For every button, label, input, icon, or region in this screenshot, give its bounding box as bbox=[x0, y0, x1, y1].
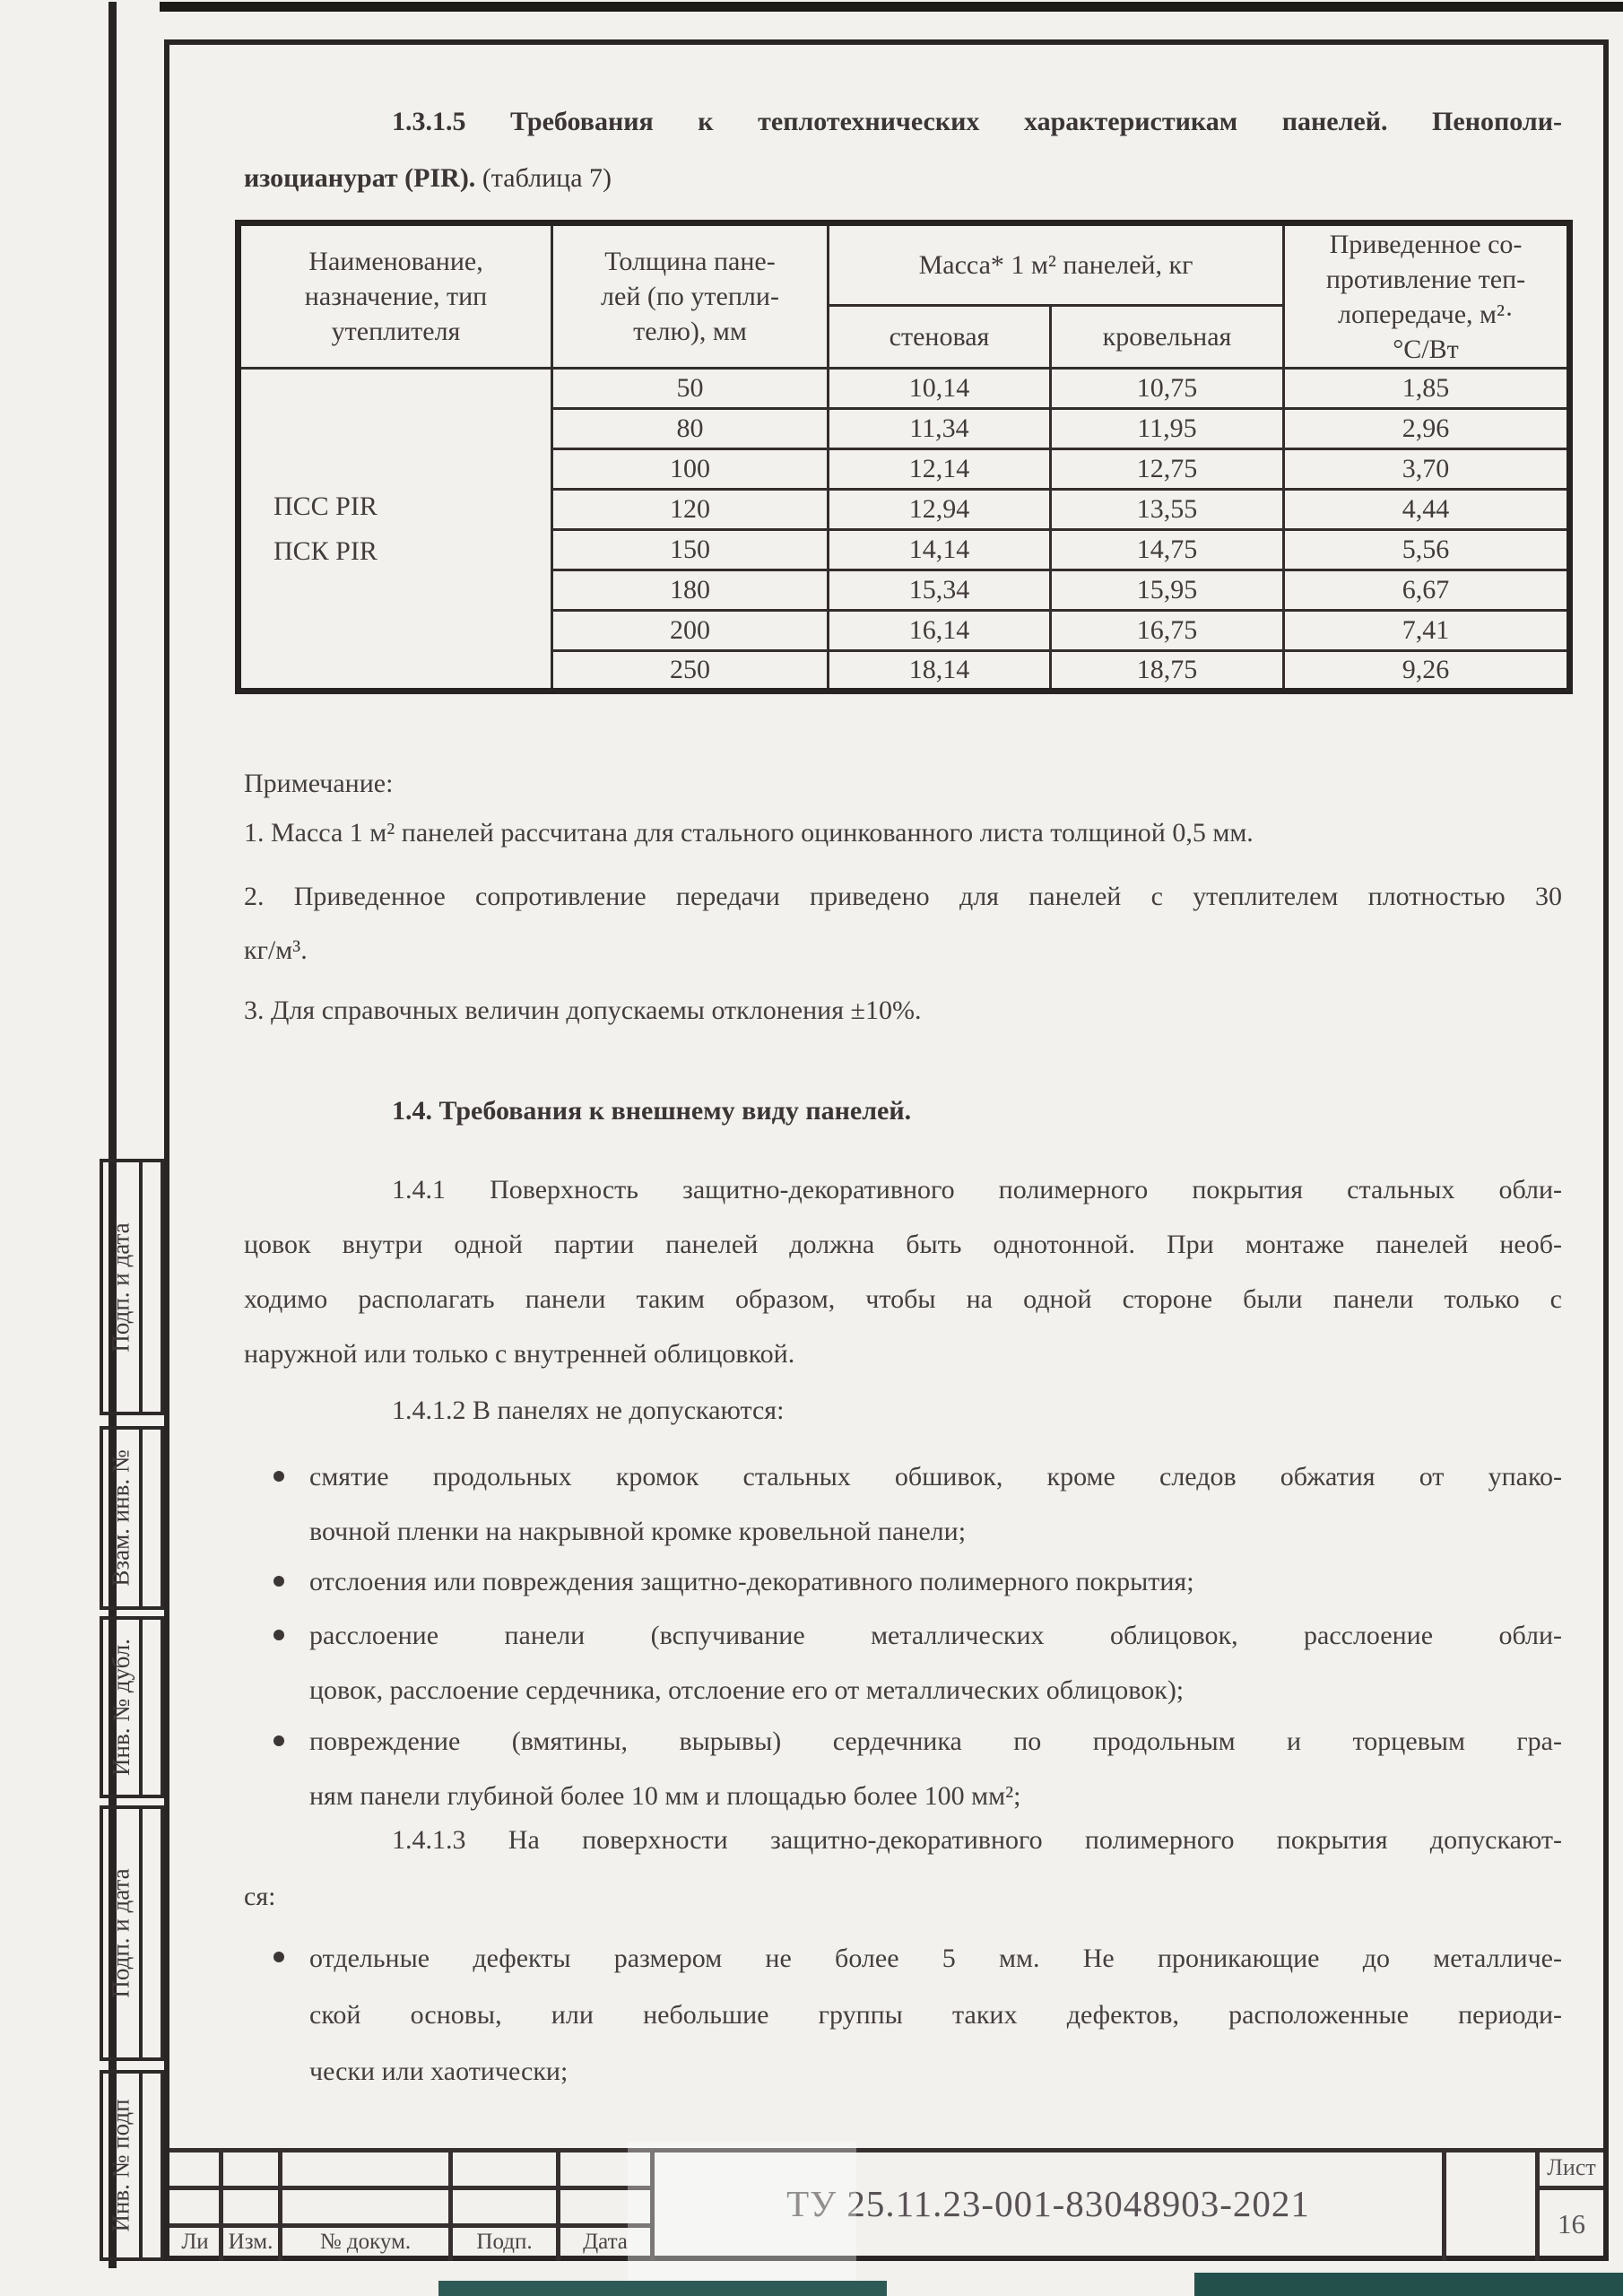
table-cell: 14,75 bbox=[1051, 530, 1284, 570]
title-block-col-li: Ли bbox=[181, 2230, 209, 2254]
heading-line-2: изоцианурат (PIR). (таблица 7) bbox=[244, 163, 612, 193]
title-block-line bbox=[169, 2186, 655, 2190]
doc-number: ТУ 25.11.23-001-83048903-2021 bbox=[786, 2183, 1310, 2224]
note-1: 1. Масса 1 м² панелей рассчитана для стального оцинкованного листа толщиной 0,5 мм. bbox=[244, 818, 1254, 848]
table-cell: 10,75 bbox=[1051, 369, 1284, 409]
table-cell: 7,41 bbox=[1284, 611, 1570, 651]
col-header-resistance: Приведенное со- противление теп- лопередаче, м²· °С/Вт bbox=[1284, 223, 1570, 369]
scan-edge-top bbox=[160, 2, 1623, 12]
scan-teal-strip-right bbox=[1194, 2273, 1623, 2296]
table-cell: 16,75 bbox=[1051, 611, 1284, 651]
col-header-mass: Масса* 1 м² панелей, кг bbox=[829, 223, 1284, 306]
table-cell: 2,96 bbox=[1284, 409, 1570, 449]
stamp-cell-empty bbox=[139, 1616, 164, 1798]
table-cell: 12,14 bbox=[829, 449, 1051, 490]
table-cell: 120 bbox=[552, 490, 829, 530]
table-cell: 10,14 bbox=[829, 369, 1051, 409]
paragraph-1-4-1-3: 1.4.1.3 На поверхности защитно-декоративного полимерного покрытия допускают- ся: bbox=[244, 1825, 1562, 1911]
col-header-roof: кровельная bbox=[1051, 306, 1284, 369]
paragraph-1-4-1-2: 1.4.1.2 В панелях не допускаются: bbox=[392, 1396, 785, 1425]
table-cell: 18,14 bbox=[829, 651, 1051, 691]
table-cell: 50 bbox=[552, 369, 829, 409]
table-cell: 5,56 bbox=[1284, 530, 1570, 570]
table-cell: 18,75 bbox=[1051, 651, 1284, 691]
stamp-cell-vzam-inv: Взам. инв. № bbox=[100, 1426, 143, 1610]
col-header-wall: стеновая bbox=[829, 306, 1051, 369]
stamp-cell-empty bbox=[139, 2070, 164, 2261]
bullet-icon bbox=[273, 1576, 284, 1587]
bullet-item-5: отдельные дефекты размером не более 5 мм. Не проникающие до металличе- ской основы, или небольшие группы таких дефектов, расположенные периоди- чески или хаотически; bbox=[273, 1930, 1562, 2100]
panel-type-cell: ПСС PIR ПСК PIR bbox=[239, 369, 552, 691]
table-cell: 180 bbox=[552, 570, 829, 611]
heading-line-1: 1.3.1.5 Требования к теплотехнических характеристикам панелей. Пенополи- bbox=[392, 107, 1562, 136]
table-cell: 4,44 bbox=[1284, 490, 1570, 530]
section-heading-1-3-1-5 bbox=[244, 93, 1562, 206]
table-cell: 12,94 bbox=[829, 490, 1051, 530]
table-cell: 12,75 bbox=[1051, 449, 1284, 490]
table-cell: 9,26 bbox=[1284, 651, 1570, 691]
bullet-item-1: смятие продольных кромок стальных обшивок, кроме следов обжатия от упако- вочной пленки на накрывной кромке кровельной панели; bbox=[273, 1449, 1562, 1559]
stamp-cell-empty bbox=[139, 1426, 164, 1610]
bullet-icon bbox=[273, 1630, 284, 1640]
bullet-icon bbox=[273, 1735, 284, 1746]
title-block-col-data: Дата bbox=[583, 2230, 628, 2254]
table-cell: 1,85 bbox=[1284, 369, 1570, 409]
col-header-name: Наименование, назначение, тип утеплителя bbox=[239, 223, 552, 369]
table-cell: 13,55 bbox=[1051, 490, 1284, 530]
table-cell: 100 bbox=[552, 449, 829, 490]
table-cell: 15,34 bbox=[829, 570, 1051, 611]
title-block-line bbox=[169, 2148, 1603, 2152]
stamp-cell-podp-i-data-1: Подп. и дата bbox=[100, 1159, 143, 1415]
table-cell: 11,95 bbox=[1051, 409, 1284, 449]
stamp-cell-empty bbox=[139, 1159, 164, 1415]
title-block-col-podp: Подп. bbox=[476, 2230, 533, 2254]
stamp-cell-empty bbox=[139, 1805, 164, 2061]
thermal-spec-table bbox=[235, 220, 1573, 694]
bullet-icon bbox=[273, 1471, 284, 1482]
bullet-item-2: отслоения или повреждения защитно-декоративного полимерного покрытия; bbox=[273, 1554, 1562, 1609]
scan-teal-strip-left bbox=[438, 2281, 887, 2296]
sheet-number: 16 bbox=[1558, 2208, 1585, 2239]
paragraph-1-4-1: 1.4.1 Поверхность защитно-декоративного полимерного покрытия стальных обли- цовок внутри одной партии панелей должна быть однотонной. При монтаже панелей необ- ходимо располагать панели таким образом, чтобы на одной стороне были панели только с наружной или только с внутренней облицовкой. bbox=[244, 1175, 1562, 1369]
bullet-icon bbox=[273, 1952, 284, 1962]
bullet-item-3: расслоение панели (вспучивание металлических облицовок, расслоение обли- цовок, расслоение сердечника, отслоение его от металлических облицовок); bbox=[273, 1608, 1562, 1718]
stamp-cell-inv-dubl: Инв. № дубл. bbox=[100, 1616, 143, 1798]
table-cell: 80 bbox=[552, 409, 829, 449]
table-cell: 200 bbox=[552, 611, 829, 651]
sheet-label: Лист bbox=[1547, 2154, 1596, 2180]
stamp-cell-inv-podp: Инв. № подп bbox=[100, 2070, 143, 2261]
table-cell: 11,34 bbox=[829, 409, 1051, 449]
table-cell: 6,67 bbox=[1284, 570, 1570, 611]
title-block-line bbox=[1442, 2148, 1446, 2261]
section-heading-1-4: 1.4. Требования к внешнему виду панелей. bbox=[392, 1096, 912, 1126]
scan-light-band bbox=[628, 2142, 856, 2294]
notes-title: Примечание: bbox=[244, 769, 394, 798]
table-cell: 150 bbox=[552, 530, 829, 570]
title-block-col-izm: Изм. bbox=[228, 2230, 273, 2254]
title-block-col-dokum: № докум. bbox=[319, 2230, 412, 2254]
bullet-item-4: повреждение (вмятины, вырывы) сердечника по продольным и торцевым гра- ням панели глубиной более 10 мм и площадью более 100 мм²; bbox=[273, 1714, 1562, 1823]
table-cell: 15,95 bbox=[1051, 570, 1284, 611]
table-cell: 16,14 bbox=[829, 611, 1051, 651]
table-cell: 250 bbox=[552, 651, 829, 691]
note-2: 2. Приведенное сопротивление передачи приведено для панелей с утеплителем плотностью 30 кг/м³. bbox=[244, 882, 1562, 965]
stamp-cell-podp-i-data-2: Подп. и дата bbox=[100, 1805, 143, 2061]
title-block-line bbox=[169, 2223, 655, 2228]
title-block-line bbox=[1535, 2186, 1603, 2190]
note-3: 3. Для справочных величин допускаемы отклонения ±10%. bbox=[244, 996, 922, 1025]
col-header-thickness: Толщина пане- лей (по утепли- телю), мм bbox=[552, 223, 829, 369]
table-cell: 14,14 bbox=[829, 530, 1051, 570]
table-cell: 3,70 bbox=[1284, 449, 1570, 490]
